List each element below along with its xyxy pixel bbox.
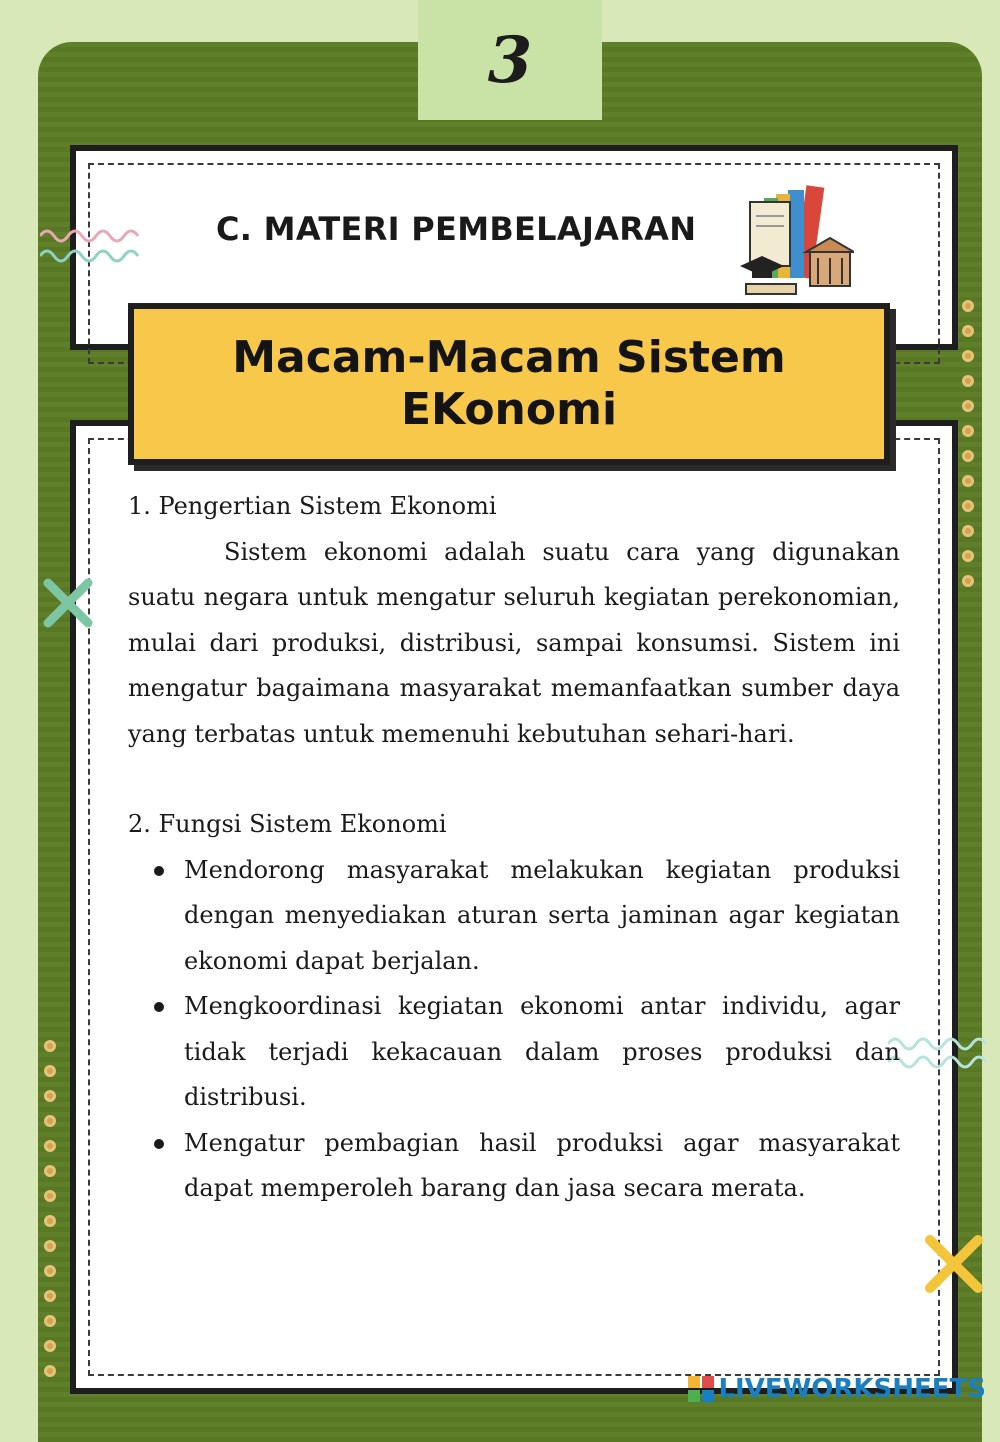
section-1-heading: 1. Pengertian Sistem Ekonomi xyxy=(128,492,497,520)
section-heading: C. MATERI PEMBELAJARAN xyxy=(216,210,697,248)
watermark xyxy=(688,1374,986,1404)
wavy-lines-decoration xyxy=(40,222,150,272)
section-2-heading: 2. Fungsi Sistem Ekonomi xyxy=(128,810,447,838)
watermark-text: LIVEWORKSHEETS xyxy=(718,1374,986,1404)
page-title: Macam-Macam Sistem EKonomi xyxy=(232,332,786,435)
cross-decoration xyxy=(40,575,96,631)
cross-decoration-yellow xyxy=(922,1232,986,1296)
list-item: Mengatur pembagian hasil produksi agar masyarakat dapat memperoleh barang dan jasa secara merata. xyxy=(184,1121,900,1212)
section-1-paragraph: Sistem ekonomi adalah suatu cara yang digunakan suatu negara untuk mengatur seluruh kegiatan perekonomian, mulai dari produksi, distribusi, sampai konsumsi. Sistem ini mengatur bagaimana masyarakat memanfaatkan sumber daya yang terbatas untuk memenuhi kebutuhan sehari-hari. xyxy=(128,537,900,748)
dots-decoration xyxy=(962,300,976,600)
wavy-lines-decoration-right xyxy=(888,1030,988,1076)
lesson-content xyxy=(128,484,900,1212)
list-item: Mengkoordinasi kegiatan ekonomi antar individu, agar tidak terjadi kekacauan dalam proses produksi dan distribusi. xyxy=(184,984,900,1121)
liveworksheets-logo-icon xyxy=(688,1376,714,1402)
list-item: Mendorong masyarakat melakukan kegiatan produksi dengan menyediakan aturan serta jaminan agar kegiatan ekonomi dapat berjalan. xyxy=(184,848,900,985)
page-number: 3 xyxy=(418,0,602,120)
title-banner xyxy=(128,303,890,465)
books-graduation-icon xyxy=(736,180,854,298)
dots-decoration xyxy=(44,1040,58,1390)
function-list xyxy=(128,848,900,1212)
